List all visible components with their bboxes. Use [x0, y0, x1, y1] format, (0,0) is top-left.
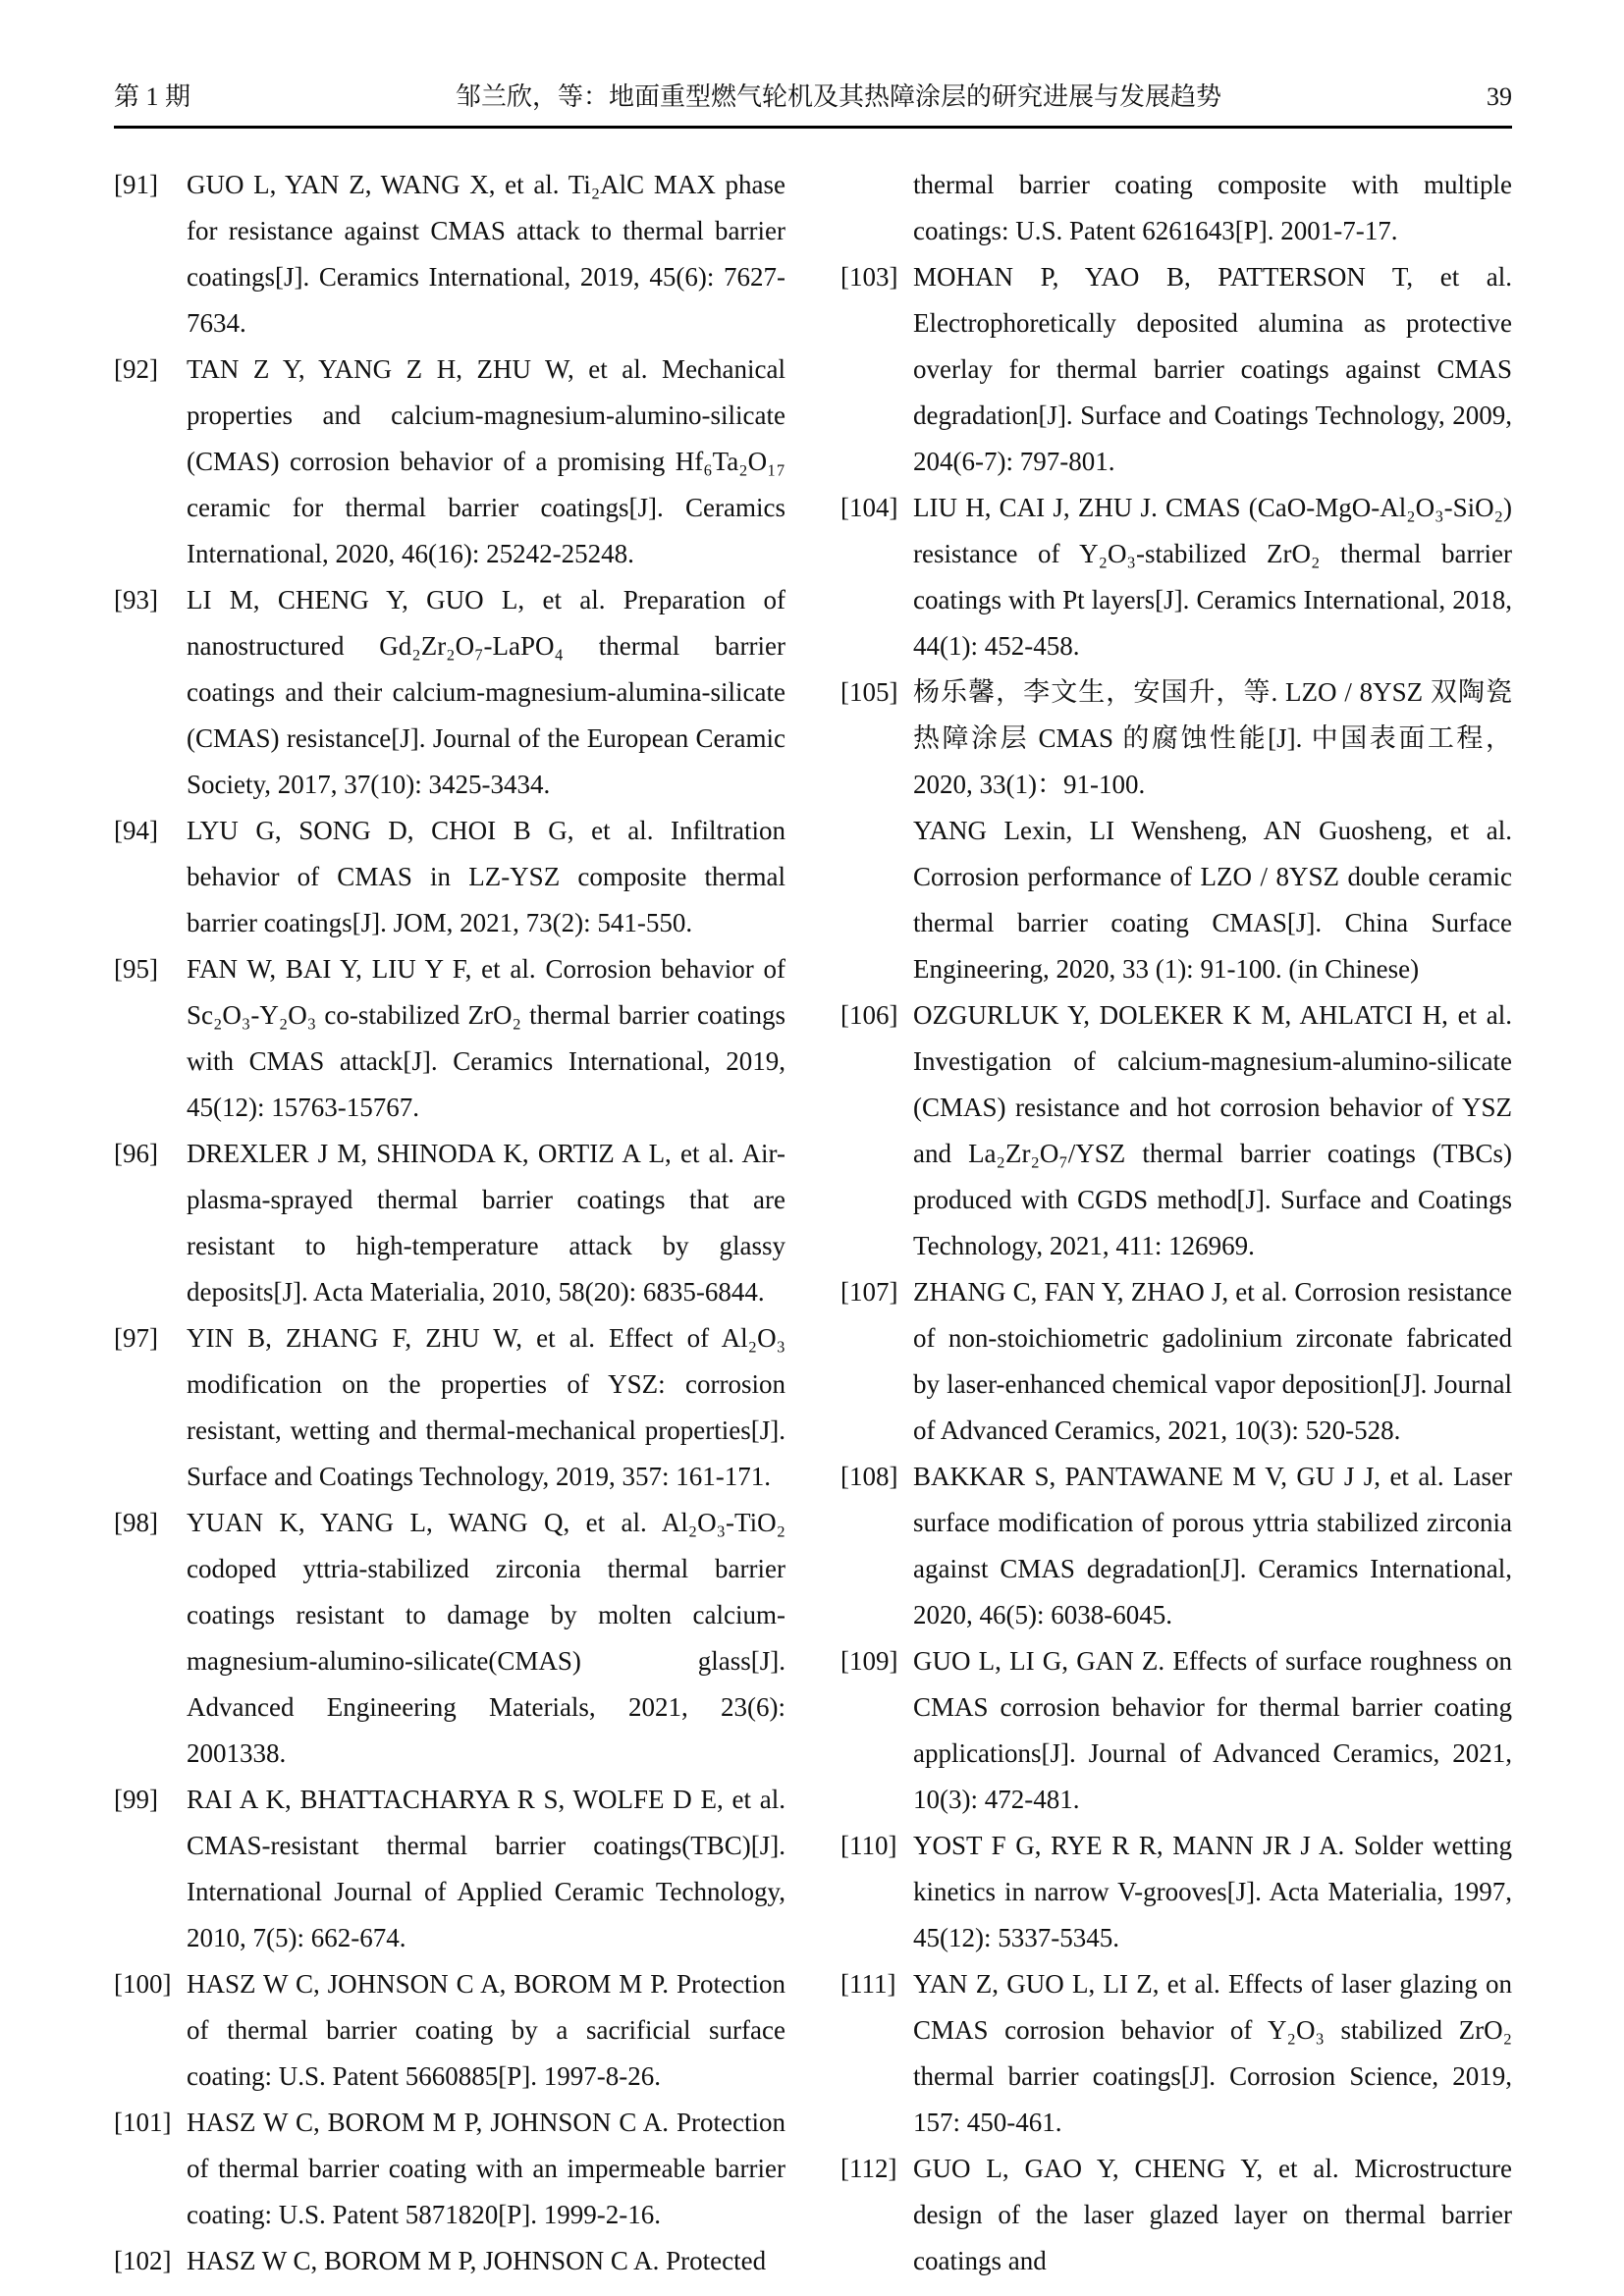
reference-item: [840, 1823, 1512, 1961]
reference-body: [187, 162, 785, 347]
reference-number: [101]: [114, 2108, 172, 2137]
reference-item: [840, 485, 1512, 669]
reference-number: [106]: [840, 1000, 898, 1030]
reference-text: BAKKAR S, PANTAWANE M V, GU J J, et al. Laser surface modification of porous yttria stabilized zirconia against CMAS degradation[J]. Ceramics International, 2020, 46(5): 6038-6045.: [913, 1462, 1512, 1629]
reference-number: [109]: [840, 1646, 898, 1676]
reference-number: [92]: [114, 354, 158, 384]
reference-item: [840, 1269, 1512, 1454]
reference-number: [97]: [114, 1323, 158, 1353]
reference-number: [111]: [840, 1969, 896, 1999]
reference-number: [102]: [114, 2246, 172, 2275]
reference-text: MOHAN P, YAO B, PATTERSON T, et al. Electrophoretically deposited alumina as protective overlay for thermal barrier coatings against CMAS degradation[J]. Surface and Coatings Technology, 2009, 204(6-7): 797-801.: [913, 262, 1512, 476]
reference-number: [108]: [840, 1462, 898, 1491]
references-right-column: [840, 162, 1512, 2284]
reference-text: GUO L, YAN Z, WANG X, et al. Ti₂AlC MAX phase for resistance against CMAS attack to thermal barrier coatings[J]. Ceramics International, 2019, 45(6): 7627-7634.: [187, 170, 785, 338]
reference-item: [114, 946, 785, 1131]
reference-number: [99]: [114, 1785, 158, 1814]
reference-text: YUAN K, YANG L, WANG Q, et al. Al₂O₃-TiO₂ codoped yttria-stabilized zirconia thermal barrier coatings resistant to damage by molten calcium-magnesium-alumino-silicate(CMAS) glass[J]. Advanced Engineering Materials, 2021, 23(6): 2001338.: [187, 1508, 785, 1768]
reference-body: [913, 485, 1512, 669]
reference-text: OZGURLUK Y, DOLEKER K M, AHLATCI H, et al. Investigation of calcium-magnesium-alumino-silicate (CMAS) resistance and hot corrosion behavior of YSZ and La₂Zr₂O₇/YSZ thermal barrier coatings (TBCs) produced with CGDS method[J]. Surface and Coatings Technology, 2021, 411: 126969.: [913, 1000, 1512, 1260]
reference-body: [187, 1315, 785, 1500]
reference-body: [187, 2238, 785, 2284]
reference-text: GUO L, LI G, GAN Z. Effects of surface roughness on CMAS corrosion behavior for thermal barrier coating applications[J]. Journal of Advanced Ceramics, 2021, 10(3): 472-481.: [913, 1646, 1512, 1814]
reference-text: TAN Z Y, YANG Z H, ZHU W, et al. Mechanical properties and calcium-magnesium-alumino-silicate (CMAS) corrosion behavior of a promising Hf₆Ta₂O₁₇ ceramic for thermal barrier coatings[J]. Ceramics International, 2020, 46(16): 25242-25248.: [187, 354, 785, 568]
reference-item: [840, 992, 1512, 1269]
reference-body: [913, 1269, 1512, 1454]
reference-body: [913, 1823, 1512, 1961]
reference-text: FAN W, BAI Y, LIU Y F, et al. Corrosion behavior of Sc₂O₃-Y₂O₃ co-stabilized ZrO₂ thermal barrier coatings with CMAS attack[J]. Ceramics International, 2019, 45(12): 15763-15767.: [187, 954, 785, 1122]
reference-text: YIN B, ZHANG F, ZHU W, et al. Effect of Al₂O₃ modification on the properties of YSZ: corrosion resistant, wetting and thermal-mechanical properties[J]. Surface and Coatings Technology, 2019, 357: 161-171.: [187, 1323, 785, 1491]
reference-text: GUO L, GAO Y, CHENG Y, et al. Microstructure design of the laser glazed layer on thermal barrier coatings and: [913, 2154, 1512, 2275]
journal-issue: 第 1 期: [114, 82, 191, 111]
header-rule: [114, 126, 1512, 129]
reference-body: [187, 2100, 785, 2238]
reference-number: [103]: [840, 262, 898, 292]
reference-item: [840, 2146, 1512, 2284]
reference-number: [94]: [114, 816, 158, 845]
reference-item: [114, 2100, 785, 2238]
page-header: [0, 82, 1624, 112]
reference-text: ZHANG C, FAN Y, ZHAO J, et al. Corrosion resistance of non-stoichiometric gadolinium zirconate fabricated by laser-enhanced chemical vapor deposition[J]. Journal of Advanced Ceramics, 2021, 10(3): 520-528.: [913, 1277, 1512, 1445]
reference-body: [187, 1961, 785, 2100]
reference-text: HASZ W C, BOROM M P, JOHNSON C A. Protected: [187, 2246, 767, 2275]
reference-item: [114, 577, 785, 808]
reference-body: [913, 2146, 1512, 2284]
reference-body: [187, 808, 785, 946]
reference-item: [114, 2238, 785, 2284]
reference-body: [187, 1500, 785, 1777]
references-left-column: [114, 162, 785, 2284]
reference-item: [840, 1961, 1512, 2146]
reference-number: [95]: [114, 954, 158, 984]
reference-number: [91]: [114, 170, 158, 199]
reference-number: [105]: [840, 677, 898, 707]
reference-body: [913, 1961, 1512, 2146]
reference-text: thermal barrier coating composite with multiple coatings: U.S. Patent 6261643[P]. 2001-7-17.: [913, 170, 1512, 245]
reference-item: [840, 1638, 1512, 1823]
reference-item: [114, 347, 785, 577]
reference-item: [114, 162, 785, 347]
reference-body: [187, 577, 785, 808]
reference-item: [840, 669, 1512, 992]
reference-number: [96]: [114, 1139, 158, 1168]
reference-text: HASZ W C, BOROM M P, JOHNSON C A. Protection of thermal barrier coating with an impermeable barrier coating: U.S. Patent 5871820[P]. 1999-2-16.: [187, 2108, 785, 2229]
reference-number: [100]: [114, 1969, 172, 1999]
reference-text: LIU H, CAI J, ZHU J. CMAS (CaO-MgO-Al₂O₃-SiO₂) resistance of Y₂O₃-stabilized ZrO₂ thermal barrier coatings with Pt layers[J]. Ceramics International, 2018, 44(1): 452-458.: [913, 493, 1512, 661]
reference-body: [913, 992, 1512, 1269]
reference-number: [98]: [114, 1508, 158, 1537]
reference-body: [913, 1638, 1512, 1823]
reference-text: YOST F G, RYE R R, MANN JR J A. Solder wetting kinetics in narrow V-grooves[J]. Acta Materialia, 1997, 45(12): 5337-5345.: [913, 1831, 1512, 1952]
reference-text: 杨乐馨，李文生，安国升，等. LZO / 8YSZ 双陶瓷热障涂层 CMAS 的腐蚀性能[J]. 中国表面工程，2020, 33(1)：91-100.: [913, 677, 1512, 799]
reference-number: [110]: [840, 1831, 897, 1860]
reference-item: [114, 1777, 785, 1961]
reference-item: [114, 1131, 785, 1315]
references-section: [0, 162, 1624, 2284]
reference-item: [840, 162, 1512, 254]
page-number: 39: [1487, 82, 1512, 111]
reference-text: RAI A K, BHATTACHARYA R S, WOLFE D E, et al. CMAS-resistant thermal barrier coatings(TBC)[J]. International Journal of Applied Ceramic Technology, 2010, 7(5): 662-674.: [187, 1785, 785, 1952]
reference-translation-text: YANG Lexin, LI Wensheng, AN Guosheng, et al. Corrosion performance of LZO / 8YSZ double ceramic thermal barrier coating CMAS[J]. China Surface Engineering, 2020, 33 (1): 91-100. (in Chinese): [913, 816, 1512, 984]
reference-text: YAN Z, GUO L, LI Z, et al. Effects of laser glazing on CMAS corrosion behavior of Y₂O₃ stabilized ZrO₂ thermal barrier coatings[J]. Corrosion Science, 2019, 157: 450-461.: [913, 1969, 1512, 2137]
reference-item: [840, 1454, 1512, 1638]
reference-body: [187, 1777, 785, 1961]
reference-body: [187, 946, 785, 1131]
reference-number: [112]: [840, 2154, 897, 2183]
reference-number: [93]: [114, 585, 158, 614]
reference-text: LYU G, SONG D, CHOI B G, et al. Infiltration behavior of CMAS in LZ-YSZ composite thermal barrier coatings[J]. JOM, 2021, 73(2): 541-550.: [187, 816, 785, 937]
reference-item: [114, 1500, 785, 1777]
reference-number: [104]: [840, 493, 898, 522]
reference-number: [107]: [840, 1277, 898, 1307]
reference-text: DREXLER J M, SHINODA K, ORTIZ A L, et al. Air-plasma-sprayed thermal barrier coatings that are resistant to high-temperature attack by glassy deposits[J]. Acta Materialia, 2010, 58(20): 6835-6844.: [187, 1139, 785, 1307]
reference-body: [913, 669, 1512, 992]
reference-body: [187, 347, 785, 577]
reference-body: [913, 254, 1512, 485]
reference-text: LI M, CHENG Y, GUO L, et al. Preparation of nanostructured Gd₂Zr₂O₇-LaPO₄ thermal barrier coatings and their calcium-magnesium-alumina-silicate (CMAS) resistance[J]. Journal of the European Ceramic Society, 2017, 37(10): 3425-3434.: [187, 585, 785, 799]
reference-item: [840, 254, 1512, 485]
reference-item: [114, 808, 785, 946]
reference-body: [187, 1131, 785, 1315]
running-title: 邹兰欣，等：地面重型燃气轮机及其热障涂层的研究进展与发展趋势: [456, 82, 1222, 111]
reference-body: [913, 1454, 1512, 1638]
reference-item: [114, 1315, 785, 1500]
reference-item: [114, 1961, 785, 2100]
reference-text: HASZ W C, JOHNSON C A, BOROM M P. Protection of thermal barrier coating by a sacrificial surface coating: U.S. Patent 5660885[P]. 1997-8-26.: [187, 1969, 785, 2091]
reference-body: [913, 162, 1512, 254]
